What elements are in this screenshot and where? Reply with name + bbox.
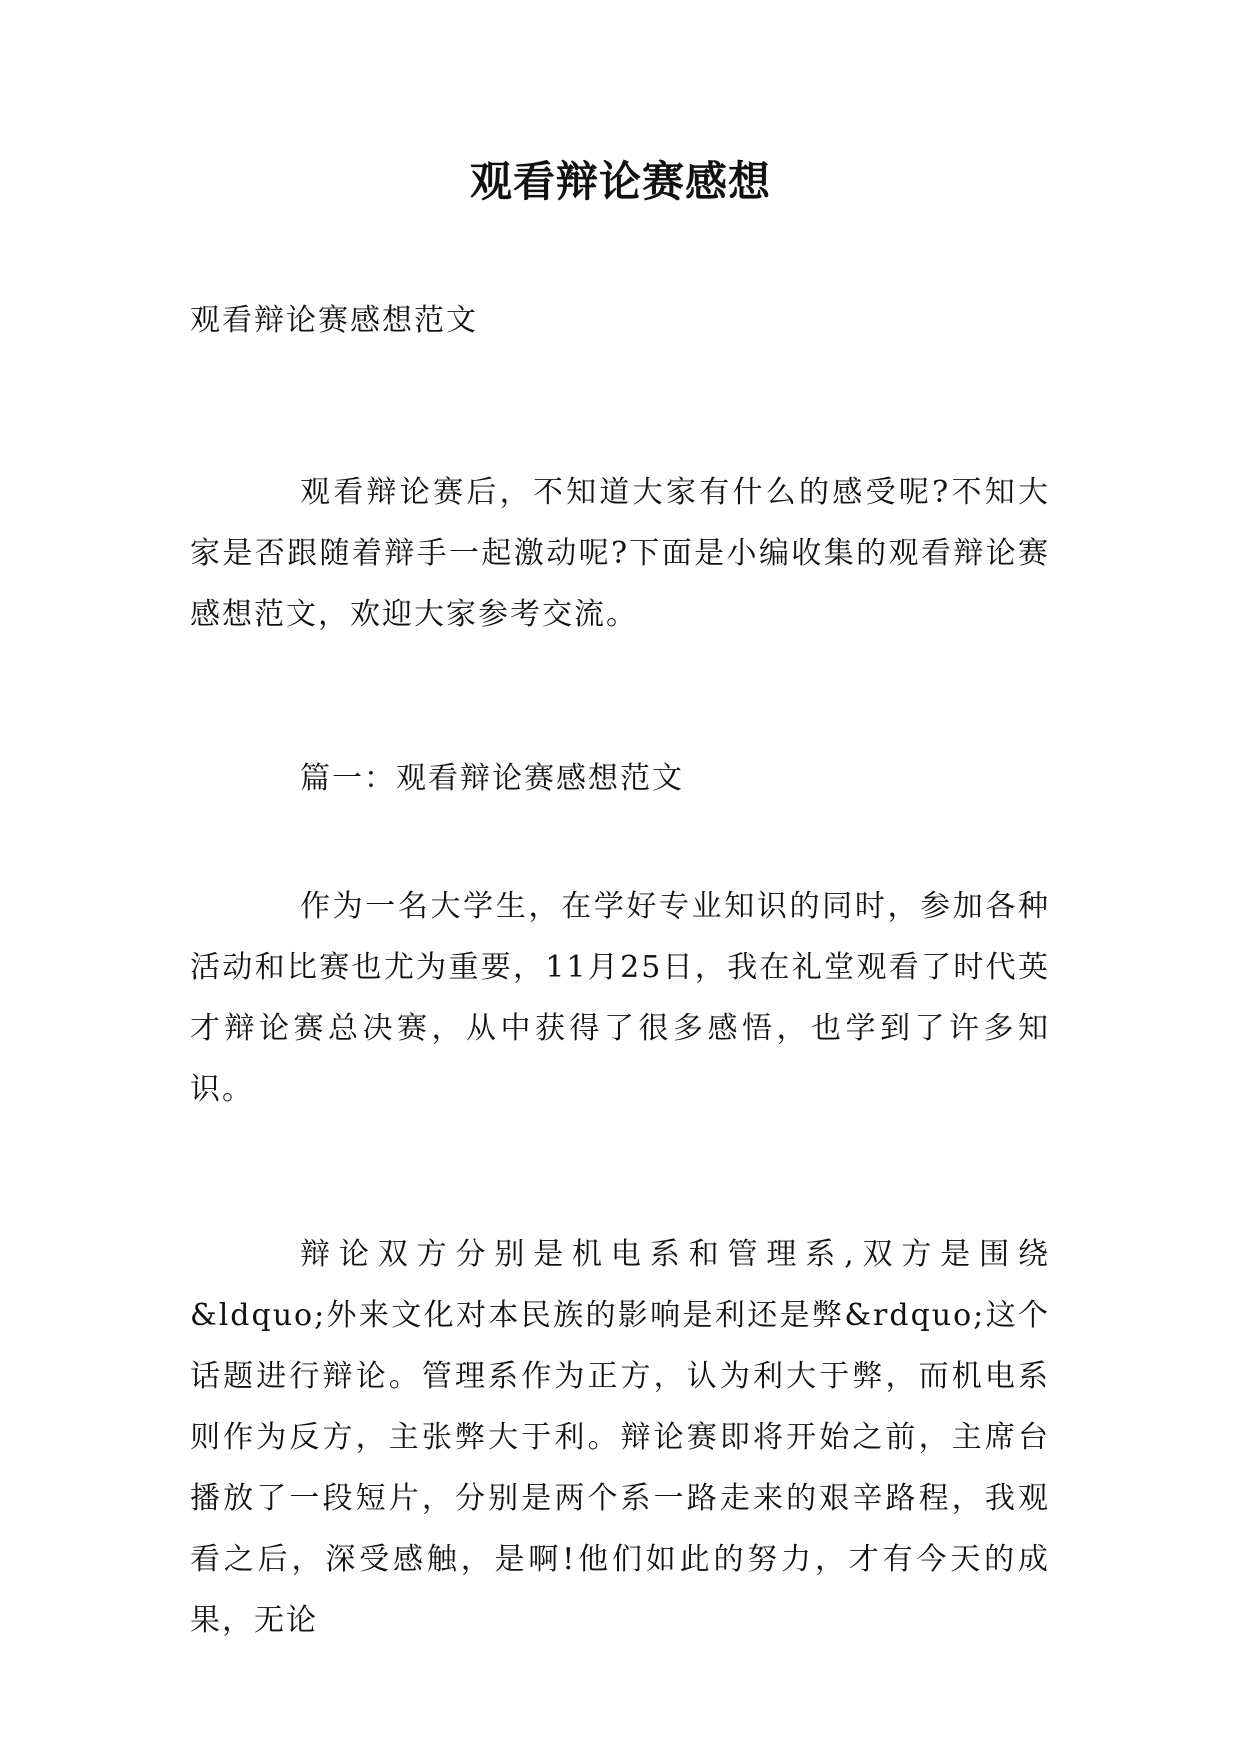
section-heading: 篇一：观看辩论赛感想范文 — [300, 761, 684, 796]
document-title: 观看辩论赛感想 — [469, 157, 771, 206]
body-paragraph-1: 作为一名大学生，在学好专业知识的同时，参加各种活动和比赛也尤为重要，11月25日，我在礼堂观看了时代英才辩论赛总决赛，从中获得了很多感悟，也学到了许多知识。 — [190, 889, 1050, 1107]
document-subtitle: 观看辩论赛感想范文 — [190, 303, 478, 338]
body-paragraph-2: 辩论双方分别是机电系和管理系,双方是围绕&ldquo;外来文化对本民族的影响是利还是弊&rdquo;这个话题进行辩论。管理系作为正方，认为利大于弊，而机电系则作为反方，主张弊大于利。辩论赛即将开始之前，主席台播放了一段短片，分别是两个系一路走来的艰辛路程，我观看之后，深受感触，是啊!他们如此的努力，才有今天的成果，无论 — [190, 1237, 1050, 1638]
intro-paragraph: 观看辩论赛后，不知道大家有什么的感受呢?不知大家是否跟随着辩手一起激动呢?下面是小编收集的观看辩论赛感想范文，欢迎大家参考交流。 — [190, 475, 1050, 632]
